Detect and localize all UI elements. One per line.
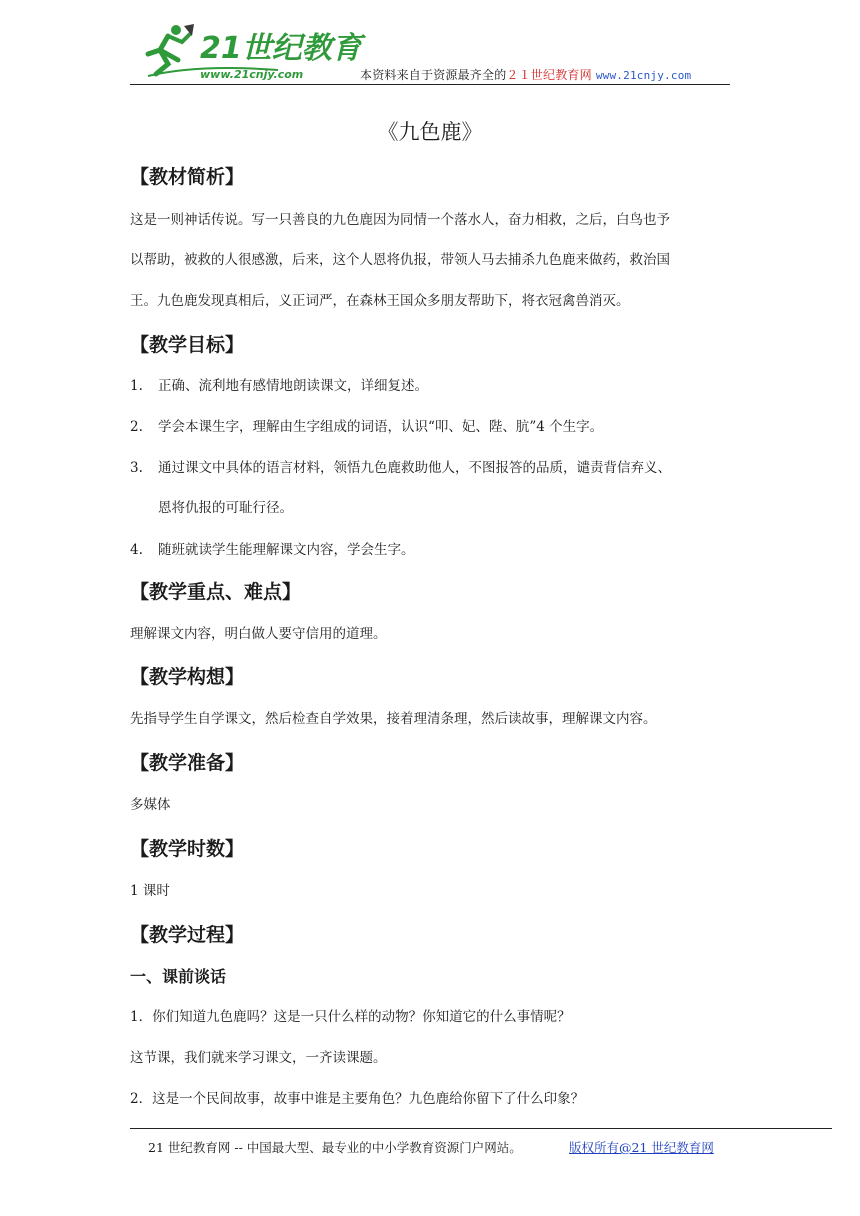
goal-item-continued bbox=[130, 496, 293, 516]
logo-text: 21世纪教育 bbox=[200, 31, 362, 66]
part1-heading: 一、课前谈话 bbox=[130, 967, 227, 986]
goal-item bbox=[130, 374, 428, 394]
process-line: 这节课，我们就来学习课文，一齐读课题。 bbox=[130, 1050, 387, 1066]
header-note bbox=[360, 66, 691, 83]
idea-text: 先指导学生自学课文，然后检查自学效果，接着理清条理，然后读故事，理解课文内容。 bbox=[130, 711, 657, 727]
analysis-line: 王。九色鹿发现真相后，义正词严，在森林王国众多朋友帮助下，将衣冠禽兽消灭。 bbox=[130, 293, 630, 309]
goal-text: 随班就读学生能理解课文内容，学会生字。 bbox=[158, 542, 415, 558]
analysis-line: 以帮助，被救的人很感激，后来，这个人恩将仇报，带领人马去捕杀九色鹿来做药，救治国 bbox=[130, 252, 670, 268]
logo bbox=[138, 20, 362, 84]
goal-text: 学会本课生字，理解由生字组成的词语，认识“叩、妃、陛、肮”4 个生字。 bbox=[158, 419, 604, 435]
footer-copyright-link[interactable]: 版权所有@21 世纪教育网 bbox=[569, 1140, 714, 1155]
logo-url: www.21cnjy.com bbox=[200, 68, 304, 81]
header-divider bbox=[130, 84, 730, 85]
goal-text: 通过课文中具体的语言材料，领悟九色鹿救助他人，不图报答的品质，谴责背信弃义、 bbox=[158, 460, 671, 476]
key-points-text: 理解课文内容，明白做人要守信用的道理。 bbox=[130, 626, 387, 642]
process-heading: 【教学过程】 bbox=[130, 924, 245, 946]
process-line: 2．这是一个民间故事，故事中谁是主要角色？九色鹿给你留下了什么印象？ bbox=[130, 1091, 585, 1107]
goal-item bbox=[130, 415, 603, 435]
prep-text: 多媒体 bbox=[130, 797, 171, 813]
time-text: 1 课时 bbox=[130, 883, 170, 899]
idea-heading: 【教学构想】 bbox=[130, 666, 245, 688]
analysis-line: 这是一则神话传说。写一只善良的九色鹿因为同情一个落水人，奋力相救，之后，白鸟也予 bbox=[130, 212, 670, 228]
prep-heading: 【教学准备】 bbox=[130, 752, 245, 774]
runner-icon bbox=[148, 24, 194, 74]
time-heading: 【教学时数】 bbox=[130, 838, 245, 860]
goals-heading: 【教学目标】 bbox=[130, 334, 245, 356]
goal-number: 1. bbox=[130, 378, 143, 394]
process-line: 1．你们知道九色鹿吗？这是一只什么样的动物？你知道它的什么事情呢？ bbox=[130, 1009, 571, 1025]
goal-item bbox=[130, 538, 415, 558]
header-note-brand: ２１世纪教育网 bbox=[506, 68, 592, 82]
key-points-heading: 【教学重点、难点】 bbox=[130, 581, 302, 603]
goal-number: 3. bbox=[130, 460, 143, 476]
goal-number: 4. bbox=[130, 542, 143, 558]
footer-divider bbox=[130, 1128, 832, 1129]
footer-tagline: 21 世纪教育网 -- 中国最大型、最专业的中小学教育资源门户网站。 bbox=[148, 1140, 522, 1155]
document-title: 《九色鹿》 bbox=[377, 120, 483, 144]
goal-text: 正确、流利地有感情地朗读课文，详细复述。 bbox=[158, 378, 428, 394]
goal-number: 2. bbox=[130, 419, 143, 435]
header-note-url[interactable]: www.21cnjy.com bbox=[595, 69, 692, 82]
goal-text: 恩将仇报的可耻行径。 bbox=[158, 500, 293, 516]
header-note-prefix: 本资料来自于资源最齐全的 bbox=[360, 68, 507, 82]
analysis-heading: 【教材简析】 bbox=[130, 166, 245, 188]
goal-item bbox=[130, 456, 671, 476]
